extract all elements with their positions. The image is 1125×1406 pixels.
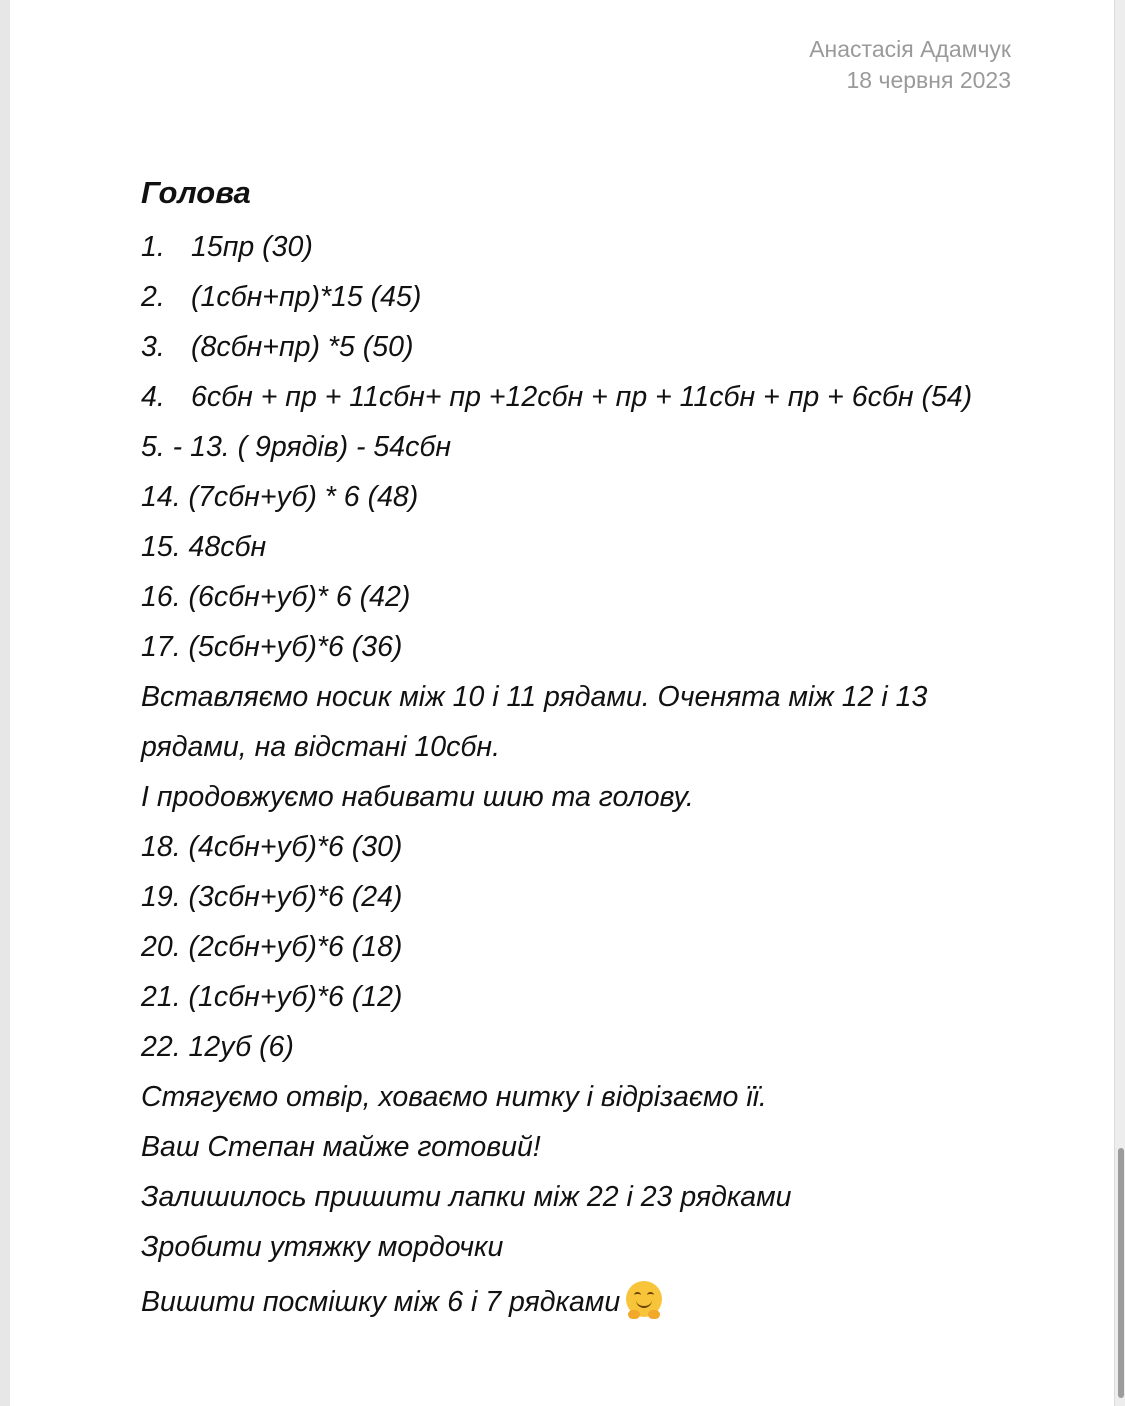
text-line: 21. (1сбн+уб)*6 (12) <box>141 981 403 1013</box>
text-line: 14. (7сбн+уб) * 6 (48) <box>141 481 419 513</box>
author-name: Анастасія Адамчук <box>809 36 1011 62</box>
text-line: Вставляємо носик між 10 і 11 рядами. Оченята між 12 і 13 <box>141 681 928 713</box>
text-line: 20. (2сбн+уб)*6 (18) <box>141 931 403 963</box>
text-line: 17. (5сбн+уб)*6 (36) <box>141 631 403 663</box>
list-item <box>141 322 1001 372</box>
text-line: 22. 12уб (6) <box>141 1031 294 1063</box>
scrollbar-track[interactable] <box>1114 0 1125 1406</box>
hugging-face-icon <box>626 1281 662 1317</box>
text-line: 15. 48сбн <box>141 531 267 563</box>
text-line: Вишити посмішку між 6 і 7 рядками <box>141 1286 621 1318</box>
list-item-text: 6сбн + пр + 11сбн+ пр +12сбн + пр + 11сбн + пр + 6сбн (54) <box>191 381 973 413</box>
list-item-number: 1. <box>141 231 165 263</box>
document-meta <box>809 34 1011 96</box>
scrollbar-thumb[interactable] <box>1118 1148 1124 1398</box>
text-line: Залишилось пришити лапки між 22 і 23 рядками <box>141 1181 792 1213</box>
list-item-text: (8сбн+пр) *5 (50) <box>191 331 414 363</box>
list-item <box>141 272 1001 322</box>
final-line <box>141 1272 1001 1332</box>
text-line: 19. (3сбн+уб)*6 (24) <box>141 881 403 913</box>
list-item-number: 4. <box>141 381 165 413</box>
list-item <box>141 222 1001 272</box>
document-content <box>141 168 1001 1332</box>
list-item-number: 2. <box>141 281 165 313</box>
section-heading: Голова <box>141 175 251 210</box>
text-line: 18. (4сбн+уб)*6 (30) <box>141 831 403 863</box>
document-date: 18 червня 2023 <box>846 67 1011 93</box>
text-line: І продовжуємо набивати шию та голову. <box>141 781 694 813</box>
text-line: рядами, на відстані 10сбн. <box>141 731 501 763</box>
text-line: Ваш Степан майже готовий! <box>141 1131 541 1163</box>
text-line: Зробити утяжку мордочки <box>141 1231 504 1263</box>
list-item-number: 3. <box>141 331 165 363</box>
text-line: 5. - 13. ( 9рядів) - 54сбн <box>141 431 452 463</box>
left-edge <box>0 0 10 1406</box>
list-item-text: 15пр (30) <box>191 231 313 263</box>
text-line: Стягуємо отвір, ховаємо нитку і відрізаємо її. <box>141 1081 767 1113</box>
text-line: 16. (6сбн+уб)* 6 (42) <box>141 581 411 613</box>
list-item <box>141 372 1001 422</box>
list-item-text: (1сбн+пр)*15 (45) <box>191 281 422 313</box>
